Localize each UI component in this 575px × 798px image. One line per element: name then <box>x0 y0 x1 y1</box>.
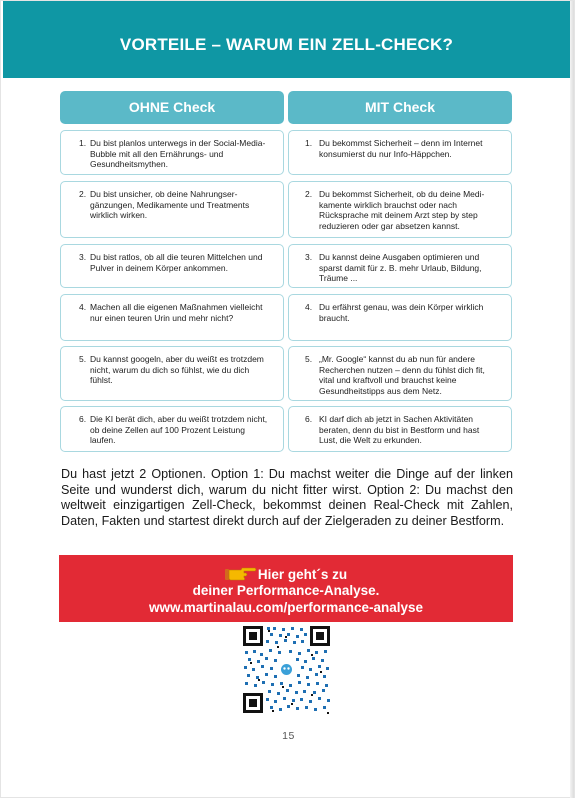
item-number: 6. <box>305 414 313 424</box>
item-text: Die KI berät dich, aber du weißt trotzdem nicht, ob deine Zellen auf 100 Prozent Leistung laufen. <box>90 414 268 445</box>
mit-check-item-1 <box>288 130 512 175</box>
item-number: 5. <box>79 354 87 364</box>
ohne-check-item-4 <box>60 294 284 341</box>
item-text: KI darf dich ab jetzt in Sachen Aktivitäten beraten, denn du bist in Bestform und hast Lust, die Welt zu erkunden. <box>319 414 480 445</box>
mit-check-item-4 <box>288 294 512 341</box>
mit-check-item-6 <box>288 406 512 452</box>
summary-paragraph: Du hast jetzt 2 Optionen. Option 1: Du machst weiter die Dinge auf der linken Seite und wunderst dich, warum du nicht fitter wirst. Option 2: Du machst den weltweit einzigartigen Zell-Check, bekommst deinen Real-Check mit Zahlen, Daten, Fakten und startest direkt durch auf der Zielgeraden zu deiner Bestform. <box>61 467 513 528</box>
header-banner <box>3 1 570 78</box>
item-number: 2. <box>79 189 87 199</box>
cta-url-link[interactable]: www.martinalau.com/performance-analyse <box>148 600 424 615</box>
item-text: „Mr. Google“ kannst du ab nun für andere Recherchen nutzen – denn du fühlst dich fit, vital und kraftvoll und brauchst keine Gesundheitstipps aus dem Netz. <box>319 354 485 396</box>
item-number: 3. <box>79 252 87 262</box>
item-number: 5. <box>305 354 313 364</box>
item-text: Du bekommst Sicherheit – denn im Internet konsumierst du nur Info-Häppchen. <box>319 138 483 159</box>
item-number: 6. <box>79 414 87 424</box>
performance-analyse-banner[interactable] <box>59 555 513 622</box>
item-text: Du bist unsicher, ob deine Nahrungser-gänzungen, Medikamente und Treatments wirklich wirken. <box>90 189 250 220</box>
page-number: 15 <box>282 730 295 742</box>
ohne-check-item-1 <box>60 130 284 175</box>
page-edge-shadow <box>570 1 574 798</box>
item-number: 4. <box>305 302 313 312</box>
item-text: Du bist ratlos, ob all die teuren Mittelchen und Pulver in deinem Körper ankommen. <box>90 252 263 273</box>
cta-link-text-2[interactable]: deiner Performance-Analyse. <box>192 583 380 598</box>
item-number: 1. <box>79 138 87 148</box>
column-header-mit-check: MIT Check <box>288 91 512 124</box>
item-text: Du bekommst Sicherheit, ob du deine Medi-kamente wirklich brauchst oder nach Rücksprache mit deinem Arzt step by step reduzieren oder gar absetzen kannst. <box>319 189 485 231</box>
mit-check-item-3 <box>288 244 512 288</box>
item-text: Du bist planlos unterwegs in der Social-Media-Bubble mit all den Ernährungs- und Gesundheitsmythen. <box>90 138 266 169</box>
ohne-check-item-2 <box>60 181 284 238</box>
item-number: 4. <box>79 302 87 312</box>
cta-link-text-1[interactable]: Hier geht´s zu <box>257 567 348 582</box>
item-number: 1. <box>305 138 313 148</box>
item-number: 2. <box>305 189 313 199</box>
column-header-ohne-check: OHNE Check <box>60 91 284 124</box>
pointing-hand-icon <box>225 566 257 582</box>
item-text: Machen all die eigenen Maßnahmen vielleicht nur einen teuren Urin und mehr nicht? <box>90 302 263 323</box>
item-number: 3. <box>305 252 313 262</box>
mit-check-item-5 <box>288 346 512 401</box>
ohne-check-item-5 <box>60 346 284 401</box>
item-text: Du kannst googeln, aber du weißt es trotzdem nicht, warum du dich so fühlst, wie du dich fühlst. <box>90 354 264 385</box>
cta-line-1 <box>59 566 513 582</box>
ohne-check-item-3 <box>60 244 284 288</box>
ohne-check-item-6 <box>60 406 284 452</box>
qr-code-icon[interactable] <box>241 624 332 715</box>
mit-check-item-2 <box>288 181 512 238</box>
page-title: VORTEILE – WARUM EIN ZELL-CHECK? <box>119 35 454 54</box>
item-text: Du kannst deine Ausgaben optimieren und sparst damit für z. B. mehr Urlaub, Bildung, Träume ... <box>319 252 482 283</box>
item-text: Du erfährst genau, was dein Körper wirklich braucht. <box>319 302 484 323</box>
